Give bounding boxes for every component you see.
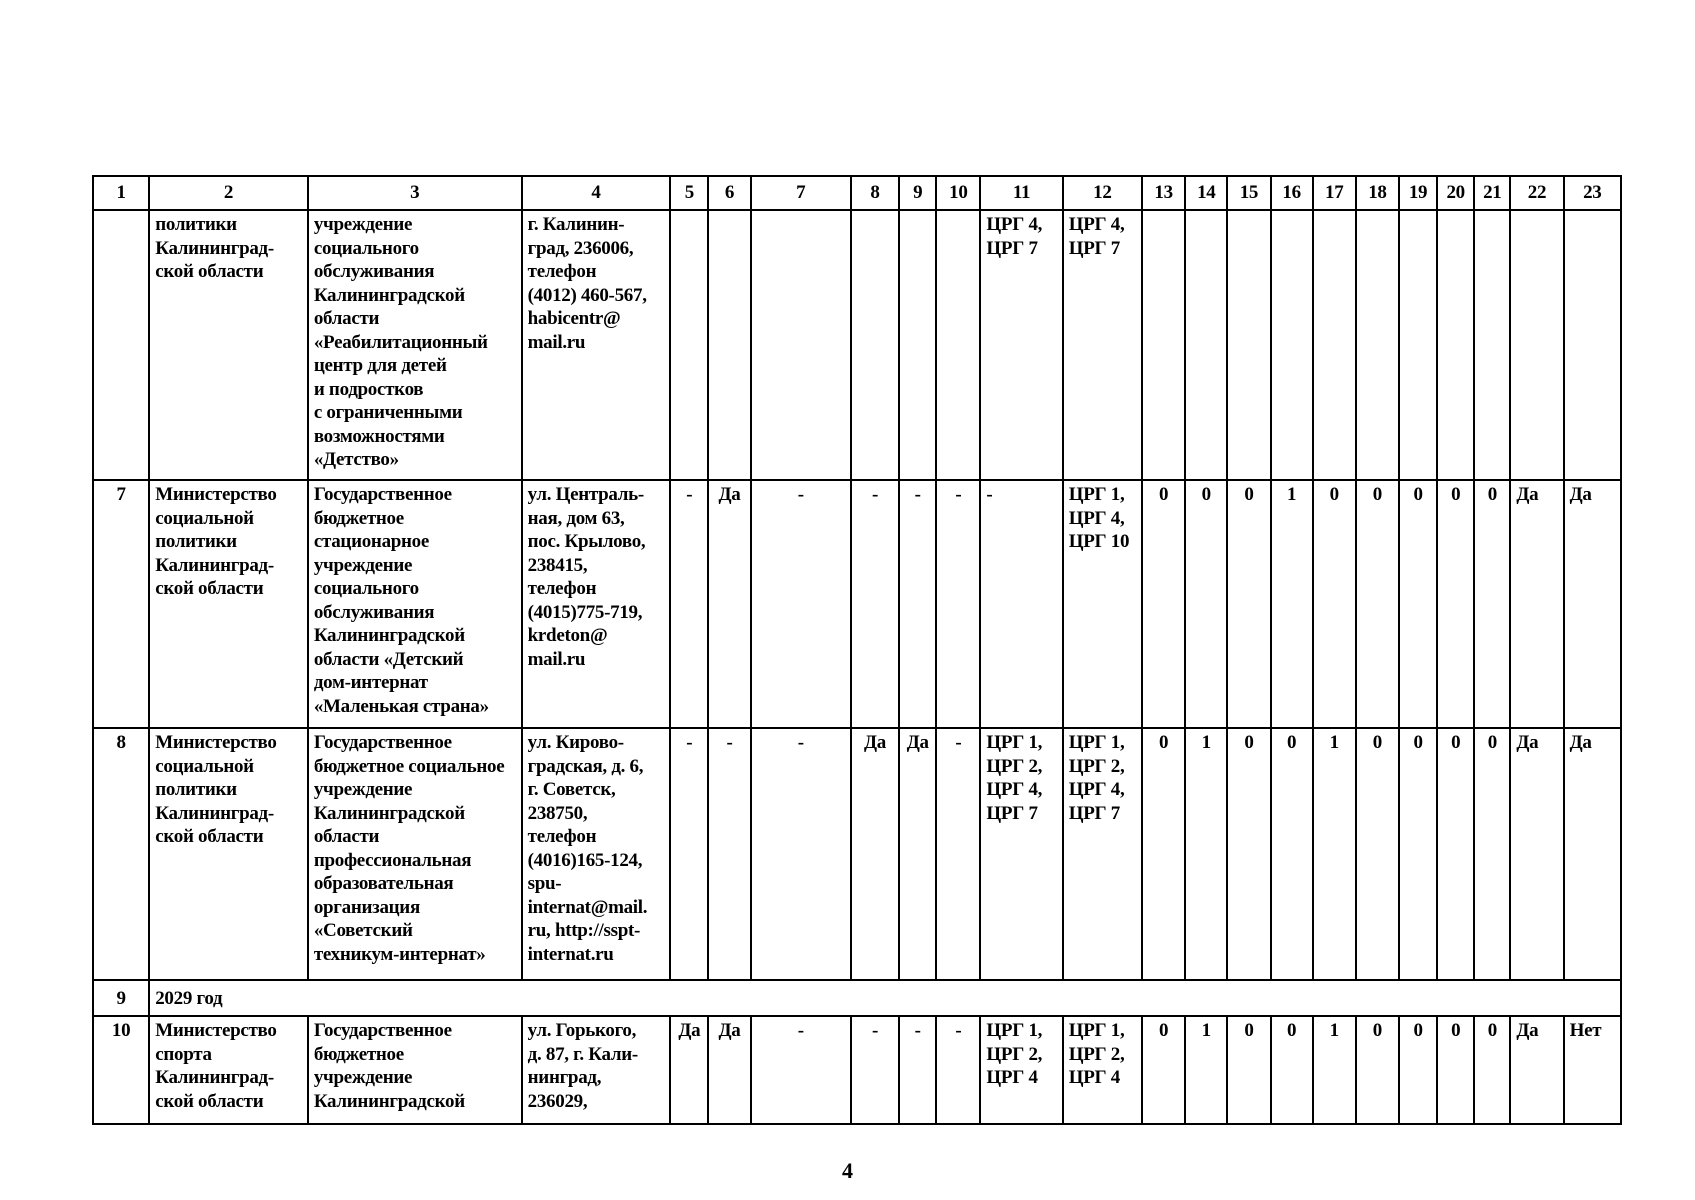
column-number-header: 2 bbox=[149, 176, 308, 210]
table-cell-col-20 bbox=[1437, 210, 1474, 480]
table-cell-col-11: ЦРГ 1, ЦРГ 2, ЦРГ 4 bbox=[980, 1016, 1062, 1124]
table-cell-col-21: 0 bbox=[1474, 1016, 1510, 1124]
table-cell-col-18: 0 bbox=[1356, 480, 1399, 728]
year-label-cell: 2029 год bbox=[149, 980, 1621, 1016]
table-cell-col-17 bbox=[1313, 210, 1356, 480]
column-number-header: 4 bbox=[522, 176, 671, 210]
table-cell-col-15: 0 bbox=[1227, 728, 1270, 980]
table-cell-col-12: ЦРГ 1, ЦРГ 2, ЦРГ 4 bbox=[1063, 1016, 1142, 1124]
table-cell-col-21: 0 bbox=[1474, 728, 1510, 980]
table-cell-col-17: 1 bbox=[1313, 728, 1356, 980]
table-cell-col-9 bbox=[899, 210, 936, 480]
table-cell-col-14: 1 bbox=[1185, 1016, 1227, 1124]
table-cell-col-2: политики Калининград- ской области bbox=[149, 210, 308, 480]
table-row bbox=[93, 210, 1621, 480]
table-cell-col-6: - bbox=[708, 728, 750, 980]
table-cell-col-11: ЦРГ 1, ЦРГ 2, ЦРГ 4, ЦРГ 7 bbox=[980, 728, 1062, 980]
column-number-header: 17 bbox=[1313, 176, 1356, 210]
table-cell-col-2: Министерство социальной политики Калининград- ской области bbox=[149, 480, 308, 728]
column-number-header: 1 bbox=[93, 176, 149, 210]
table-cell-col-23 bbox=[1564, 210, 1621, 480]
column-number-header: 16 bbox=[1271, 176, 1313, 210]
column-number-header: 14 bbox=[1185, 176, 1227, 210]
table-cell-col-10 bbox=[936, 210, 980, 480]
table-cell-col-12: ЦРГ 1, ЦРГ 2, ЦРГ 4, ЦРГ 7 bbox=[1063, 728, 1142, 980]
table-cell-col-16 bbox=[1271, 210, 1313, 480]
column-number-header: 12 bbox=[1063, 176, 1142, 210]
table-cell-col-23: Да bbox=[1564, 728, 1621, 980]
table-cell-col-5: Да bbox=[670, 1016, 708, 1124]
table-cell-col-8: - bbox=[851, 1016, 899, 1124]
table-cell-col-3: Государственное бюджетное учреждение Калининградской bbox=[308, 1016, 522, 1124]
table-cell-col-7: - bbox=[751, 728, 851, 980]
table-header-row bbox=[93, 176, 1621, 210]
table-cell-col-4: ул. Горького, д. 87, г. Кали- нинград, 236029, bbox=[522, 1016, 671, 1124]
table-cell-col-13: 0 bbox=[1142, 480, 1185, 728]
table-cell-col-10: - bbox=[936, 728, 980, 980]
table-cell-col-6 bbox=[708, 210, 750, 480]
table-cell-col-6: Да bbox=[708, 480, 750, 728]
table-cell-col-17: 1 bbox=[1313, 1016, 1356, 1124]
table-cell-col-7 bbox=[751, 210, 851, 480]
table-cell-col-3: Государственное бюджетное социальное учреждение Калининградской области профессиональная образовательная организация «Советский техникум-интернат» bbox=[308, 728, 522, 980]
table-cell-col-13: 0 bbox=[1142, 728, 1185, 980]
table-cell-col-10: - bbox=[936, 480, 980, 728]
column-number-header: 6 bbox=[708, 176, 750, 210]
table-cell-col-19: 0 bbox=[1399, 480, 1437, 728]
table-cell-col-13 bbox=[1142, 210, 1185, 480]
table-cell-col-22: Да bbox=[1510, 480, 1563, 728]
table-row bbox=[93, 1016, 1621, 1124]
table-cell-col-21: 0 bbox=[1474, 480, 1510, 728]
table-cell-col-10: - bbox=[936, 1016, 980, 1124]
table-cell-col-14: 0 bbox=[1185, 480, 1227, 728]
table-cell-col-3: учреждение социального обслуживания Калининградской области «Реабилитационный центр для детей и подростков с ограниченными возможностями «Детство» bbox=[308, 210, 522, 480]
table-cell-col-8: Да bbox=[851, 728, 899, 980]
table-cell-col-16: 0 bbox=[1271, 728, 1313, 980]
table-cell-col-15: 0 bbox=[1227, 480, 1270, 728]
column-number-header: 20 bbox=[1437, 176, 1474, 210]
table-cell-col-21 bbox=[1474, 210, 1510, 480]
table-row bbox=[93, 480, 1621, 728]
table-cell-col-20: 0 bbox=[1437, 480, 1474, 728]
table-cell-col-5: - bbox=[670, 480, 708, 728]
table-cell-col-4: г. Калинин- град, 236006, телефон (4012) 460-567, habicentr@ mail.ru bbox=[522, 210, 671, 480]
table-cell-col-18: 0 bbox=[1356, 1016, 1399, 1124]
column-number-header: 19 bbox=[1399, 176, 1437, 210]
column-number-header: 13 bbox=[1142, 176, 1185, 210]
table-cell-col-14 bbox=[1185, 210, 1227, 480]
table-cell-col-13: 0 bbox=[1142, 1016, 1185, 1124]
column-number-header: 11 bbox=[980, 176, 1062, 210]
table-cell-col-22: Да bbox=[1510, 1016, 1563, 1124]
column-number-header: 8 bbox=[851, 176, 899, 210]
table-row bbox=[93, 728, 1621, 980]
table-cell-col-20: 0 bbox=[1437, 1016, 1474, 1124]
column-number-header: 9 bbox=[899, 176, 936, 210]
table-cell-col-2: Министерство спорта Калининград- ской области bbox=[149, 1016, 308, 1124]
table-cell-col-4: ул. Централь- ная, дом 63, пос. Крылово, 238415, телефон (4015)775-719, krdeton@ mail.ru bbox=[522, 480, 671, 728]
table-cell-col-9: - bbox=[899, 480, 936, 728]
table-cell-col-15: 0 bbox=[1227, 1016, 1270, 1124]
table-cell-col-14: 1 bbox=[1185, 728, 1227, 980]
document-table bbox=[92, 175, 1622, 1125]
table-cell-col-22: Да bbox=[1510, 728, 1563, 980]
table-cell-col-11: - bbox=[980, 480, 1062, 728]
table-cell-col-22 bbox=[1510, 210, 1563, 480]
table-cell-col-8: - bbox=[851, 480, 899, 728]
row-number-cell: 9 bbox=[93, 980, 149, 1016]
year-section-row bbox=[93, 980, 1621, 1016]
table-cell-col-16: 0 bbox=[1271, 1016, 1313, 1124]
table-cell-col-19: 0 bbox=[1399, 1016, 1437, 1124]
table-cell-col-2: Министерство социальной политики Калининград- ской области bbox=[149, 728, 308, 980]
table-cell-col-23: Да bbox=[1564, 480, 1621, 728]
table-cell-col-9: Да bbox=[899, 728, 936, 980]
column-number-header: 15 bbox=[1227, 176, 1270, 210]
column-number-header: 7 bbox=[751, 176, 851, 210]
table-cell-col-5 bbox=[670, 210, 708, 480]
column-number-header: 5 bbox=[670, 176, 708, 210]
table-cell-col-19 bbox=[1399, 210, 1437, 480]
table-cell-col-19: 0 bbox=[1399, 728, 1437, 980]
table-cell-col-12: ЦРГ 1, ЦРГ 4, ЦРГ 10 bbox=[1063, 480, 1142, 728]
table-cell-col-17: 0 bbox=[1313, 480, 1356, 728]
table-cell-col-5: - bbox=[670, 728, 708, 980]
table-cell-col-6: Да bbox=[708, 1016, 750, 1124]
table-cell-col-15 bbox=[1227, 210, 1270, 480]
table-cell-col-4: ул. Кирово- градская, д. 6, г. Советск, 238750, телефон (4016)165-124, spu- internat@mail. ru, http://sspt- internat.ru bbox=[522, 728, 671, 980]
page-number: 4 bbox=[842, 1158, 853, 1183]
table-cell-col-18 bbox=[1356, 210, 1399, 480]
table-cell-col-20: 0 bbox=[1437, 728, 1474, 980]
column-number-header: 23 bbox=[1564, 176, 1621, 210]
column-number-header: 3 bbox=[308, 176, 522, 210]
table-cell-col-1: 7 bbox=[93, 480, 149, 728]
column-number-header: 21 bbox=[1474, 176, 1510, 210]
table-cell-col-11: ЦРГ 4, ЦРГ 7 bbox=[980, 210, 1062, 480]
table-cell-col-16: 1 bbox=[1271, 480, 1313, 728]
table-cell-col-12: ЦРГ 4, ЦРГ 7 bbox=[1063, 210, 1142, 480]
table-cell-col-18: 0 bbox=[1356, 728, 1399, 980]
table-cell-col-1 bbox=[93, 210, 149, 480]
column-number-header: 22 bbox=[1510, 176, 1563, 210]
table-cell-col-7: - bbox=[751, 1016, 851, 1124]
table-cell-col-1: 10 bbox=[93, 1016, 149, 1124]
table-cell-col-8 bbox=[851, 210, 899, 480]
column-number-header: 10 bbox=[936, 176, 980, 210]
table-cell-col-1: 8 bbox=[93, 728, 149, 980]
table-cell-col-3: Государственное бюджетное стационарное учреждение социального обслуживания Калининградской области «Детский дом-интернат «Маленькая страна» bbox=[308, 480, 522, 728]
table-cell-col-23: Нет bbox=[1564, 1016, 1621, 1124]
table-cell-col-7: - bbox=[751, 480, 851, 728]
table-cell-col-9: - bbox=[899, 1016, 936, 1124]
column-number-header: 18 bbox=[1356, 176, 1399, 210]
